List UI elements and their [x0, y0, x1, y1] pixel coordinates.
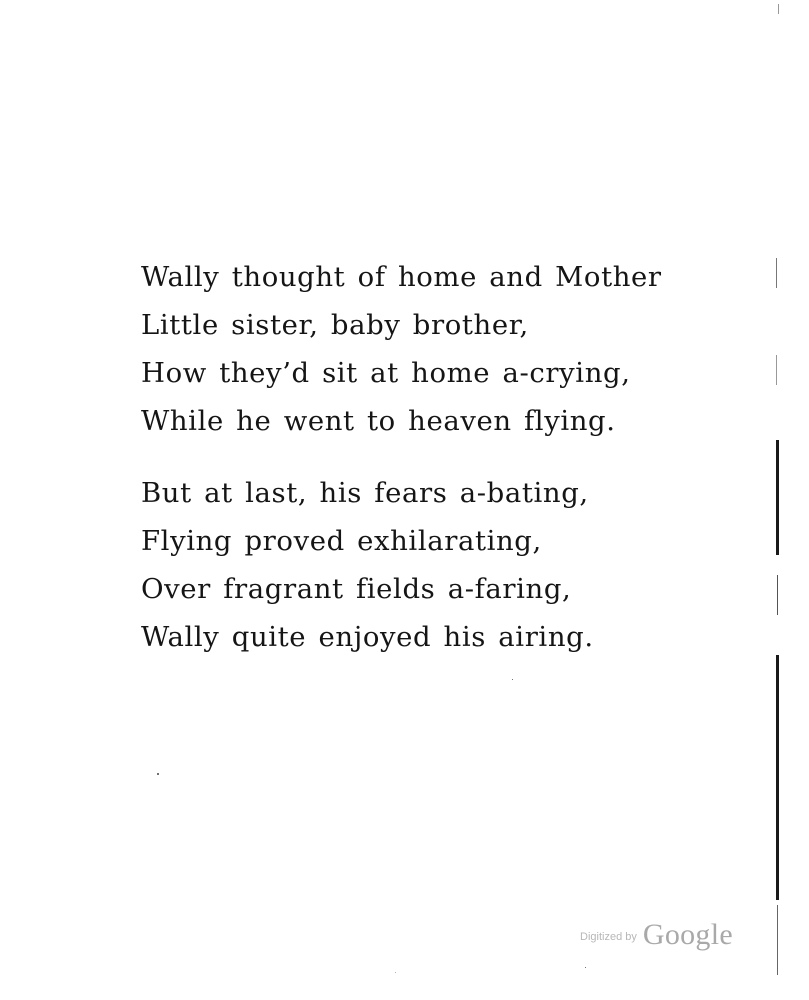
scan-edge-mark [777, 575, 778, 615]
scan-edge-mark [776, 258, 777, 288]
poem-line: But at last, his fears a-bating, [141, 477, 589, 509]
digitized-by-google-watermark [580, 918, 733, 952]
poem-line: While he went to heaven flying. [141, 405, 616, 437]
scan-edge-mark [778, 4, 779, 14]
scan-speck [585, 967, 586, 968]
scan-edge-mark [776, 355, 777, 385]
stanza-2 [141, 469, 741, 661]
poem-text [141, 253, 741, 685]
scan-edge-mark [776, 655, 779, 900]
poem-line: Wally thought of home and Mother [141, 261, 662, 293]
scan-speck [157, 773, 159, 775]
scan-speck [512, 679, 513, 680]
scan-edge-mark [776, 440, 779, 555]
scan-speck [395, 972, 396, 973]
google-logo: Google [642, 918, 733, 951]
watermark-prefix: Digitized by [580, 931, 637, 943]
poem-line: Over fragrant fields a-faring, [141, 573, 572, 605]
stanza-1 [141, 253, 741, 445]
poem-line: Flying proved exhilarating, [141, 525, 542, 557]
scan-edge-mark [777, 905, 778, 975]
poem-line: Little sister, baby brother, [141, 309, 529, 341]
poem-line: How they’d sit at home a-crying, [141, 357, 631, 389]
poem-line: Wally quite enjoyed his airing. [141, 621, 594, 653]
